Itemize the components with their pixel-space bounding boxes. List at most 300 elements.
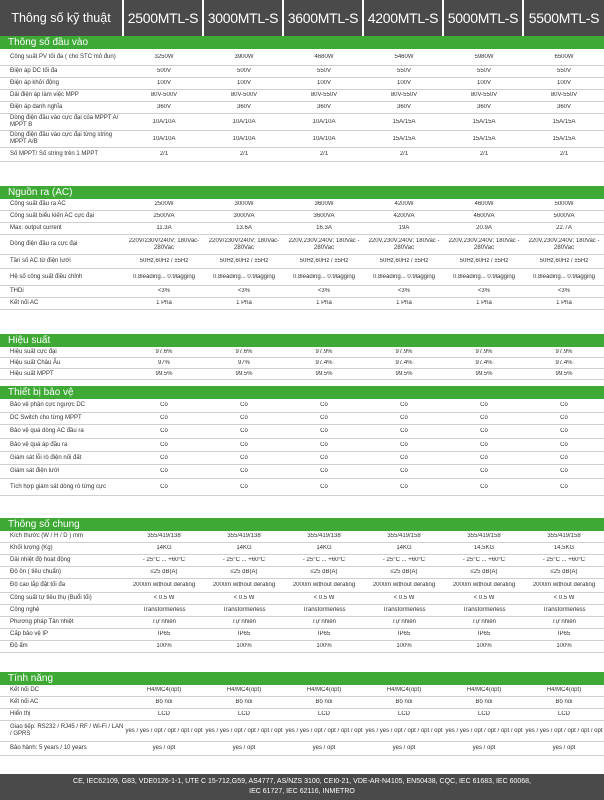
row-value: 3000W: [234, 201, 254, 207]
row-value: yes / opt: [312, 745, 336, 751]
row-value: 10A/10A: [232, 118, 256, 125]
row-value: 1 Pha: [156, 300, 172, 306]
row-value: 100%: [396, 643, 412, 649]
row-label: Số MPPT/ Số string trên 1 MPPT: [10, 151, 99, 157]
row-label: Dòng điện đầu ra cực đại: [10, 241, 78, 247]
row-value: 355/419/138: [307, 533, 341, 539]
row-value: 16.3A: [316, 225, 332, 231]
table-row: [0, 567, 604, 579]
row-value: 2000m without derating: [372, 582, 436, 588]
row-value: 100%: [316, 643, 332, 649]
table-row: [0, 641, 604, 653]
row-value: 50Hz,60Hz / ±5Hz: [299, 258, 349, 264]
row-value: Có: [240, 402, 248, 408]
table-row: [0, 235, 604, 255]
row-value: 100V: [396, 80, 411, 86]
row-value: 1 Pha: [396, 300, 412, 306]
model-3000: 3000MTL-S: [204, 0, 284, 36]
row-value: 97.4%: [395, 359, 413, 366]
section-5: [0, 672, 604, 756]
row-value: 15A/15A: [472, 135, 496, 142]
row-value: LCD: [557, 711, 570, 717]
row-value: Bộ nối: [555, 699, 573, 705]
row-value: Tự nhiên: [471, 619, 497, 625]
row-label: Dải điện áp làm việc MPP: [10, 92, 79, 98]
row-value: - 25°C ... +60°C: [462, 557, 506, 563]
row-value: 2500W: [154, 201, 174, 207]
row-value: 0.8leading... 0.9lagging: [372, 273, 436, 280]
row-value: 2000m without derating: [532, 582, 596, 588]
row-value: Có: [480, 428, 488, 434]
row-label: Bảo vệ quá dòng AC đầu ra: [10, 428, 84, 434]
row-label: Độ cao lắp đặt tối đa: [10, 582, 66, 588]
row-value: <3%: [477, 288, 491, 294]
row-value: Có: [240, 454, 248, 461]
row-value: Có: [160, 468, 168, 474]
row-value: Tự nhiên: [551, 619, 577, 625]
row-value: Có: [400, 402, 408, 408]
row-value: <3%: [157, 288, 171, 294]
table-row: [0, 721, 604, 742]
row-value: - 25°C ... +60°C: [382, 557, 426, 563]
row-value: yes / yes / opt / opt / opt / opt: [445, 727, 523, 734]
row-label: Tích hợp giám sát dòng rò từng cực: [10, 483, 107, 490]
row-value: 2/1: [159, 151, 169, 157]
model-2500: 2500MTL-S: [124, 0, 204, 36]
table-row: [0, 66, 604, 78]
row-value: Có: [320, 468, 328, 474]
row-value: 5000VA: [553, 213, 575, 219]
row-value: 97.4%: [475, 359, 493, 366]
row-value: 100V: [476, 80, 491, 86]
table-row: [0, 479, 604, 496]
row-value: Có: [320, 402, 328, 408]
table-header: [0, 0, 604, 36]
row-value: Transformerless: [542, 607, 586, 613]
row-value: 500V: [156, 68, 171, 74]
row-value: Có: [240, 483, 248, 490]
row-value: 80V-550V: [550, 92, 578, 98]
row-value: 2/1: [319, 151, 329, 157]
table-row: [0, 286, 604, 298]
row-value: Có: [160, 483, 168, 490]
row-value: 97%: [157, 359, 170, 366]
table-row: [0, 439, 604, 452]
row-value: 97.9%: [475, 348, 493, 355]
row-value: 3600VA: [313, 213, 335, 219]
row-value: 2000m without derating: [292, 582, 356, 588]
row-label: Dòng điện đầu vào cực đại của MPPT A/ MPPT B: [10, 115, 119, 128]
table-row: [0, 298, 604, 310]
row-label: Hiệu suất Châu Âu: [10, 359, 61, 366]
row-value: 14.5KG: [553, 545, 575, 551]
table-row: [0, 709, 604, 721]
row-value: 360V: [236, 104, 251, 110]
row-value: Transformerless: [462, 607, 506, 613]
row-label: Điện áp danh nghĩa: [10, 104, 63, 110]
row-value: 4600VA: [473, 213, 495, 219]
row-value: < 0.5 W: [393, 595, 415, 601]
row-value: 360V: [556, 104, 571, 110]
row-value: <3%: [397, 288, 411, 294]
row-value: Có: [160, 402, 168, 408]
row-label: Điện áp DC tối đa: [10, 68, 58, 74]
table-row: [0, 199, 604, 211]
row-value: ≤25 dB(A): [390, 569, 418, 575]
row-label: Giao tiếp: RS232 / RJ45 / RF / Wi-Fi / LAN / GPRS: [10, 724, 124, 737]
row-label: Bảo vệ phân cực ngược DC: [10, 402, 86, 408]
row-value: IP65: [157, 631, 171, 637]
row-label: THDi: [10, 288, 24, 294]
row-value: Có: [480, 468, 488, 474]
row-value: Có: [240, 428, 248, 434]
row-value: Transformerless: [382, 607, 426, 613]
row-value: <3%: [317, 288, 331, 294]
row-value: Bộ nối: [395, 699, 413, 705]
row-value: 2000m without derating: [132, 582, 196, 588]
model-5000: 5000MTL-S: [444, 0, 524, 36]
section-title: Hiệu suất: [0, 334, 604, 347]
row-value: 0.8leading... 0.9lagging: [292, 273, 356, 280]
row-label: Dòng điện đầu vào cực đại từng string MPPT A/B: [10, 132, 113, 145]
row-label: Kết nối AC: [10, 300, 39, 306]
row-value: 100%: [156, 643, 172, 649]
row-value: 4680W: [314, 53, 334, 60]
row-value: 10A/10A: [152, 118, 176, 125]
row-value: IP65: [477, 631, 491, 637]
row-value: ≤25 dB(A): [230, 569, 258, 575]
row-value: 22.7A: [556, 225, 572, 231]
row-value: 100%: [236, 643, 252, 649]
row-label: Bảo hành: 5 years / 10 years: [10, 745, 87, 751]
row-value: Bộ nối: [155, 699, 173, 705]
row-value: IP65: [237, 631, 251, 637]
row-value: 0.8leading... 0.9lagging: [132, 273, 196, 280]
row-value: - 25°C ... +60°C: [542, 557, 586, 563]
table-row: [0, 131, 604, 148]
section-1: [0, 186, 604, 310]
section-3: [0, 386, 604, 496]
row-value: 99.5%: [555, 370, 573, 377]
row-value: 220V,230V,240V; 180Vac - 280Vac: [368, 237, 440, 251]
table-row: [0, 605, 604, 617]
table-row: [0, 543, 604, 555]
row-value: Có: [400, 468, 408, 474]
table-row: [0, 617, 604, 629]
row-value: 355/419/158: [467, 533, 501, 539]
row-value: 0.8leading... 0.9lagging: [452, 273, 516, 280]
row-label: Khối lượng (Kg): [10, 545, 53, 551]
row-value: Có: [160, 441, 168, 448]
row-value: Có: [560, 428, 568, 434]
row-value: 4200VA: [393, 213, 415, 219]
row-value: LCD: [477, 711, 490, 717]
table-row: [0, 452, 604, 465]
row-value: 15A/15A: [552, 135, 576, 142]
row-value: Có: [560, 483, 568, 490]
row-value: 10A/10A: [312, 118, 336, 125]
row-value: - 25°C ... +60°C: [222, 557, 266, 563]
row-value: 355/419/158: [387, 533, 421, 539]
row-value: yes / yes / opt / opt / opt / opt: [525, 727, 603, 734]
section-0: [0, 36, 604, 162]
model-3600: 3600MTL-S: [284, 0, 364, 36]
row-value: 97.6%: [235, 348, 253, 355]
row-value: 99.5%: [395, 370, 413, 377]
row-value: 97.6%: [155, 348, 173, 355]
row-value: 97.9%: [315, 348, 333, 355]
row-value: Transformerless: [142, 607, 186, 613]
row-value: Có: [400, 428, 408, 434]
row-value: 100%: [556, 643, 572, 649]
row-value: 360V: [316, 104, 331, 110]
row-value: ≤25 dB(A): [550, 569, 578, 575]
table-row: [0, 531, 604, 543]
row-value: Tự nhiên: [151, 619, 177, 625]
row-value: 2500VA: [153, 213, 175, 219]
table-row: [0, 697, 604, 709]
row-value: 50Hz,60Hz / ±5Hz: [539, 258, 589, 264]
row-value: 15A/15A: [392, 118, 416, 125]
table-row: [0, 211, 604, 223]
row-value: 15A/15A: [552, 118, 576, 125]
row-value: 3600W: [314, 201, 334, 207]
table-row: [0, 629, 604, 641]
row-value: < 0.5 W: [233, 595, 255, 601]
row-value: 0.8leading... 0.9lagging: [532, 273, 596, 280]
row-value: Có: [160, 428, 168, 434]
row-value: 2/1: [479, 151, 489, 157]
row-value: H4/MC4(opt): [546, 687, 582, 693]
row-value: Có: [320, 428, 328, 434]
row-value: 99.5%: [475, 370, 493, 377]
row-value: 5000W: [554, 201, 574, 207]
row-value: 99.5%: [155, 370, 173, 377]
row-value: Bộ nối: [475, 699, 493, 705]
row-value: Có: [160, 415, 168, 421]
row-value: H4/MC4(opt): [386, 687, 422, 693]
certifications-line-1: CE, IEC62109, G83, VDE0126-1-1, UTE C 15-712,G59, AS4777, AS/NZS 3100, CEI0-21, VDE-AR-N4105, EN50438, CQC, IEC 61683, IEC 60068,: [73, 778, 531, 785]
table-row: [0, 49, 604, 66]
row-value: Có: [320, 454, 328, 461]
row-label: Độ ồn ( tiêu chuẩn): [10, 569, 62, 575]
row-value: < 0.5 W: [473, 595, 495, 601]
row-value: Có: [240, 441, 248, 448]
row-value: 99.5%: [315, 370, 333, 377]
table-row: [0, 579, 604, 593]
row-value: Có: [400, 483, 408, 490]
table-row: [0, 399, 604, 413]
row-label: Công suất PV tối đa ( cho STC mô đun): [10, 53, 116, 60]
section-title: Thông số đầu vào: [0, 36, 604, 49]
row-value: 550V: [316, 68, 331, 74]
row-value: yes / yes / opt / opt / opt / opt: [205, 727, 283, 734]
row-value: H4/MC4(opt): [226, 687, 262, 693]
row-label: Kết nối DC: [10, 687, 40, 693]
row-value: 100V: [316, 80, 331, 86]
row-value: 14KG: [236, 545, 252, 551]
row-value: 97.9%: [395, 348, 413, 355]
row-value: ≤25 dB(A): [310, 569, 338, 575]
row-value: - 25°C ... +60°C: [302, 557, 346, 563]
section-title: Thiết bị bảo vệ: [0, 386, 604, 399]
row-value: 80V-550V: [390, 92, 418, 98]
row-value: Có: [560, 468, 568, 474]
row-value: <3%: [237, 288, 251, 294]
row-value: 14KG: [316, 545, 332, 551]
row-label: Tần số AC từ điện lưới: [10, 258, 71, 264]
row-value: 14KG: [156, 545, 172, 551]
row-value: 0.8leading... 0.9lagging: [212, 273, 276, 280]
row-value: IP65: [397, 631, 411, 637]
row-value: ≤25 dB(A): [150, 569, 178, 575]
row-value: 3250W: [154, 53, 174, 60]
row-value: Có: [560, 415, 568, 421]
row-value: yes / opt: [472, 745, 496, 751]
row-value: Có: [560, 454, 568, 461]
row-value: 220V,230V,240V; 180Vac - 280Vac: [448, 237, 520, 251]
row-value: 5460W: [394, 53, 414, 60]
row-value: < 0.5 W: [153, 595, 175, 601]
row-label: Hệ số công suất điều chỉnh: [10, 273, 83, 280]
row-value: 80V-550V: [310, 92, 338, 98]
row-value: 20.9A: [476, 225, 492, 231]
row-value: 220V,230V,240V; 180Vac - 280Vac: [528, 237, 600, 251]
row-value: H4/MC4(opt): [466, 687, 502, 693]
row-value: yes / yes / opt / opt / opt / opt: [125, 727, 203, 734]
row-value: 360V: [156, 104, 171, 110]
row-value: 10A/10A: [232, 135, 256, 142]
row-value: LCD: [237, 711, 250, 717]
row-value: 2/1: [559, 151, 569, 157]
section-2: [0, 334, 604, 380]
row-value: Tự nhiên: [391, 619, 417, 625]
table-row: [0, 685, 604, 697]
row-label: Công suất tự tiêu thụ (Buổi tối): [10, 595, 92, 601]
row-value: 50Hz,60Hz / ±5Hz: [219, 258, 269, 264]
row-value: 360V: [396, 104, 411, 110]
row-value: 13.6A: [236, 225, 252, 231]
table-row: [0, 369, 604, 380]
row-value: Có: [320, 415, 328, 421]
certifications-footer: [0, 774, 604, 800]
row-label: Cấp bảo vệ IP: [10, 631, 49, 637]
row-value: Bộ nối: [315, 699, 333, 705]
row-value: Có: [160, 454, 168, 461]
row-value: 80V-550V: [470, 92, 498, 98]
row-value: 97.9%: [555, 348, 573, 355]
row-value: 97.4%: [315, 359, 333, 366]
row-value: 100V: [156, 80, 171, 86]
row-label: Công suất biểu kiến AC cực đại: [10, 213, 95, 219]
row-value: 355/419/138: [147, 533, 181, 539]
row-value: yes / yes / opt / opt / opt / opt: [365, 727, 443, 734]
row-value: 100V: [556, 80, 571, 86]
table-row: [0, 148, 604, 162]
row-value: 14KG: [396, 545, 412, 551]
certifications-line-2: IEC 61727, IEC 62116, INMETRO: [249, 788, 355, 795]
row-value: Có: [400, 415, 408, 421]
table-row: [0, 223, 604, 235]
table-row: [0, 742, 604, 756]
row-value: Transformerless: [302, 607, 346, 613]
row-value: Có: [320, 483, 328, 490]
row-value: 5980W: [474, 53, 494, 60]
row-value: 3900W: [234, 53, 254, 60]
row-value: Có: [240, 415, 248, 421]
row-value: < 0.5 W: [553, 595, 575, 601]
row-value: 80V-500V: [230, 92, 258, 98]
section-title: Nguồn ra (AC): [0, 186, 604, 199]
row-value: Có: [480, 415, 488, 421]
row-value: 500V: [236, 68, 251, 74]
row-value: 15A/15A: [472, 118, 496, 125]
row-value: 50Hz,60Hz / ±5Hz: [379, 258, 429, 264]
row-label: Công suất đầu ra AC: [10, 201, 66, 207]
row-label: Dải nhiệt độ hoạt động: [10, 557, 71, 563]
row-value: Có: [480, 454, 488, 461]
row-value: < 0.5 W: [313, 595, 335, 601]
row-label: Hiệu suất cực đại: [10, 348, 57, 355]
row-value: 50Hz,60Hz / ±5Hz: [459, 258, 509, 264]
row-value: yes / opt: [152, 745, 176, 751]
table-row: [0, 555, 604, 567]
row-label: DC Switch cho từng MPPT: [10, 415, 82, 421]
row-value: 14.5KG: [473, 545, 495, 551]
model-4200: 4200MTL-S: [364, 0, 444, 36]
row-value: 11.3A: [156, 225, 172, 231]
row-value: 1 Pha: [316, 300, 332, 306]
row-value: 80V-500V: [150, 92, 178, 98]
row-value: 360V: [476, 104, 491, 110]
row-value: Bộ nối: [235, 699, 253, 705]
row-value: 550V: [396, 68, 411, 74]
row-value: 220V,230V,240V; 180Vac - 280Vac: [288, 237, 360, 251]
table-row: [0, 413, 604, 425]
row-value: 97.4%: [555, 359, 573, 366]
row-label: Giám sát lỗi rò điện nối đất: [10, 454, 82, 461]
row-label: Điện áp khởi động: [10, 80, 59, 86]
section-4: [0, 518, 604, 653]
table-row: [0, 255, 604, 269]
row-value: H4/MC4(opt): [146, 687, 182, 693]
row-value: H4/MC4(opt): [306, 687, 342, 693]
row-value: 100%: [476, 643, 492, 649]
row-value: 220V/230V/240V; 180Vac-280Vac: [208, 237, 280, 251]
row-value: yes / opt: [392, 745, 416, 751]
table-row: [0, 269, 604, 286]
row-label: Bảo vệ quá áp đầu ra: [10, 441, 68, 448]
row-value: Có: [400, 441, 408, 448]
row-value: 2/1: [239, 151, 249, 157]
row-label: Phương pháp Tản nhiệt: [10, 619, 74, 625]
row-value: Tự nhiên: [231, 619, 257, 625]
row-value: 19A: [398, 225, 410, 231]
row-value: 2/1: [399, 151, 409, 157]
row-value: Có: [480, 483, 488, 490]
row-value: LCD: [397, 711, 410, 717]
table-row: [0, 114, 604, 131]
row-value: Có: [320, 441, 328, 448]
row-label: Độ ẩm: [10, 643, 28, 649]
row-label: Max. output current: [10, 225, 62, 231]
row-value: 550V: [476, 68, 491, 74]
row-value: IP65: [317, 631, 331, 637]
row-label: Giám sát điện lưới: [10, 468, 60, 474]
row-value: 1 Pha: [556, 300, 572, 306]
row-value: 550V: [556, 68, 571, 74]
section-title: Tính năng: [0, 672, 604, 685]
